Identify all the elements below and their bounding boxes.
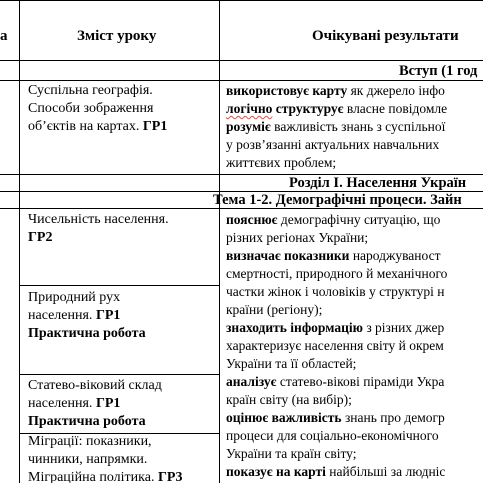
lesson5-line1: Міграції: показники, [28,434,152,449]
result-keyword: аналізує [226,374,277,389]
lesson4-line2-text: населення. [28,396,93,411]
result-text: народжуваност [349,248,441,263]
lesson4-line1: Статево-віковий склад [28,378,162,393]
result-keyword: розуміє [226,119,271,134]
result-text: у розв’язанні актуальних навчальних [226,137,440,152]
result-line [226,118,447,136]
result-line [226,100,447,118]
result-text: країн світу (на вибір); [226,392,352,407]
lesson3-code: ГР1 [95,308,121,323]
result-line [226,136,447,154]
result-line [226,154,447,172]
header-col0: а [0,28,8,44]
result-line [226,82,447,100]
lesson1-line: Способи зображення [28,101,154,116]
result-text: України та її областей; [226,356,357,371]
result-keyword: використовує карту [226,83,348,98]
result-text: знань про демогр [341,410,445,425]
lesson5-line3 [28,469,182,483]
lesson5-line3-text: Міграційна політика. [28,470,155,483]
theme-title: Тема 1-2. Демографічні процеси. Зайн [213,192,462,208]
result-line [226,445,447,463]
results2-content [226,211,447,481]
result-line [226,373,447,391]
result-text: країни (регіону); [226,302,323,317]
header-expected-results: Очікувані результати [312,28,459,44]
lesson4-code: ГР1 [95,396,121,411]
lesson5-code: ГР3 [157,470,183,483]
header-bottom-line [0,60,483,61]
lesson3-content [28,289,146,343]
lesson2-code: ГР2 [28,230,53,245]
result-text: різних регіонах України; [226,230,369,245]
result-text: власне повідомле [343,101,448,116]
result-keyword: знаходить інформацію [226,320,363,335]
table-border-mid [219,0,220,483]
result-line [226,301,447,319]
result-line [226,427,447,445]
lesson3-line2-text: населення. [28,308,93,323]
lesson3-practical: Практична робота [28,326,146,341]
result-line [226,463,447,481]
result-line [226,283,447,301]
header-lesson-content: Зміст уроку [77,28,157,44]
result-text: життєвих проблем; [226,155,337,170]
result-text: з різних джер [362,320,445,335]
results1-content [226,82,447,172]
result-keyword: показує на карті [226,464,326,479]
section-title: Розділ І. Населення Україн [289,175,467,191]
lesson1-line: Суспільна географія. [28,83,153,98]
intro-title: Вступ (1 год [399,63,478,79]
result-line [226,265,447,283]
lesson1-line3-text: об’єктів на картах. [28,119,140,134]
result-text: України та країн світу; [226,446,357,461]
result-line [226,409,447,427]
result-line [226,337,447,355]
result-line [226,391,447,409]
table-border-left [19,0,20,483]
result-keyword: структурує [275,101,344,116]
lesson1-content [28,82,167,136]
result-text: частки жінок і чоловіків у структурі н [226,284,445,299]
lesson4-practical: Практична робота [28,414,146,429]
lesson1-line [28,118,167,136]
lesson4-content [28,377,162,431]
lesson5-content [28,433,182,483]
result-keyword: логічно [226,101,273,116]
result-text: смертності, природного й механічного [226,266,448,281]
result-line [226,229,447,247]
result-keyword: пояснює [226,212,278,227]
result-text: характеризує населення світу й окрем [226,338,444,353]
result-text: як джерело інфо [347,83,445,98]
lesson4-line2 [28,395,162,413]
result-text: процеси для соціально-економічного [226,428,439,443]
lesson3-line1: Природний рух [28,290,121,305]
intro-bottom-line [0,80,483,81]
table-border-top [0,0,483,1]
result-text: найбільші за людніс [325,464,446,479]
result-text: важливість знань з суспільної [270,119,446,134]
result-line [226,355,447,373]
lesson2-bottom-line [19,285,219,286]
lesson3-bottom-line [19,374,219,375]
result-text: статево-вікові піраміди Укра [276,374,445,389]
result-line [226,211,447,229]
lesson1-code: ГР1 [142,119,168,134]
result-keyword: визначає показники [226,248,350,263]
lesson3-line2 [28,307,146,325]
result-line [226,319,447,337]
lesson5-line2: чинники, напрямки. [28,452,148,467]
lesson2-line: Чисельність населення. [28,212,169,227]
result-keyword: оцінює важливість [226,410,342,425]
result-text: демографічну ситуацію, що [277,212,441,227]
lesson2-content [28,211,169,247]
result-line [226,247,447,265]
